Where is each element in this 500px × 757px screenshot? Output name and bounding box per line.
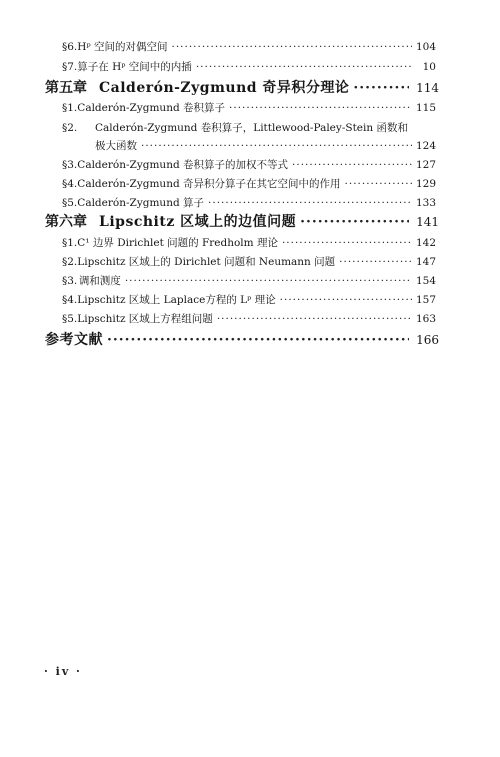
dot-leader xyxy=(217,312,412,326)
dot-leader xyxy=(229,101,412,115)
section-title: Lipschitz 区域上 Laplace方程的 Lᵖ 理论 xyxy=(77,294,276,306)
section-title: 算子在 Hᵖ 空间中的内插 xyxy=(77,61,192,73)
section-number: §5. xyxy=(62,197,78,209)
page-number: 157 xyxy=(416,294,437,306)
dot-leader xyxy=(171,40,412,54)
page-number: 104 xyxy=(416,41,437,53)
section-title: 调和测度 xyxy=(78,275,121,287)
dot-leader xyxy=(353,79,409,97)
toc-entry-ch6-s2[interactable] xyxy=(62,255,436,269)
chapter-title: Lipschitz 区域上的边值问题 xyxy=(99,214,297,230)
section-number: §5. xyxy=(62,313,78,325)
dot-leader xyxy=(292,158,412,172)
dot-leader xyxy=(345,177,412,191)
references-title: 参考文献 xyxy=(45,332,103,348)
dot-leader xyxy=(141,139,412,153)
dot-leader xyxy=(339,255,412,269)
dot-leader xyxy=(196,60,412,74)
page-number: 114 xyxy=(416,81,439,95)
dot-leader xyxy=(300,213,409,231)
toc-entry-ch5-s2-cont[interactable] xyxy=(95,139,436,153)
dot-leader xyxy=(208,196,412,210)
dot-leader xyxy=(280,293,412,307)
dot-leader xyxy=(125,274,412,288)
section-title: Hᵖ 空间的对偶空间 xyxy=(77,41,168,53)
section-title: Calderón-Zygmund 卷积算子的加权不等式 xyxy=(77,159,289,171)
dot-leader xyxy=(282,236,412,250)
section-number: §6. xyxy=(62,41,78,53)
section-title: Calderón-Zygmund 卷积算子，Littlewood-Paley-Stein 函数和 xyxy=(95,122,408,134)
toc-entry-ch5-s1[interactable] xyxy=(62,101,436,115)
section-number: §4. xyxy=(62,294,78,306)
toc-entry-ch5-s3[interactable] xyxy=(62,158,436,172)
page-marker: · iv · xyxy=(44,665,82,678)
toc-chapter-5[interactable] xyxy=(45,79,439,97)
section-number: §3. xyxy=(62,275,78,287)
section-number: §2. xyxy=(62,256,78,268)
section-number: §7. xyxy=(62,61,78,73)
toc-entry-ch5-s2[interactable] xyxy=(62,121,436,135)
page-number: 10 xyxy=(422,61,436,73)
page-number: 141 xyxy=(416,215,439,229)
section-title: Lipschitz 区域上的 Dirichlet 问题和 Neumann 问题 xyxy=(77,256,336,268)
toc-entry-ch5-s4[interactable] xyxy=(62,177,436,191)
page-number: 163 xyxy=(416,313,437,325)
page-number: 166 xyxy=(416,333,439,347)
page-number: 147 xyxy=(416,256,437,268)
section-number: §1. xyxy=(62,102,78,114)
toc-entry-ch6-s1[interactable] xyxy=(62,236,436,250)
section-title: C¹ 边界 Dirichlet 问题的 Fredholm 理论 xyxy=(77,237,278,249)
section-title: Calderón-Zygmund 算子 xyxy=(77,197,205,209)
section-title: Lipschitz 区域上方程组问题 xyxy=(77,313,213,325)
page-number: 142 xyxy=(416,237,437,249)
chapter-label: 第六章 xyxy=(45,214,87,230)
section-number: §2. xyxy=(62,122,78,134)
page-number: 154 xyxy=(416,275,437,287)
page-number: 129 xyxy=(416,178,437,190)
toc-entry-ch6-s5[interactable] xyxy=(62,312,436,326)
toc-entry-ch6-s4[interactable] xyxy=(62,293,436,307)
chapter-label: 第五章 xyxy=(45,80,87,96)
chapter-title: Calderón-Zygmund 奇异积分理论 xyxy=(99,80,350,96)
toc-entry-ch4-s7[interactable] xyxy=(62,60,436,74)
page-number: 133 xyxy=(416,197,437,209)
section-number: §4. xyxy=(62,178,78,190)
toc-entry-ch4-s6[interactable] xyxy=(62,40,436,54)
toc-chapter-6[interactable] xyxy=(45,213,439,231)
toc-references[interactable] xyxy=(45,331,439,349)
section-title-continued: 极大函数 xyxy=(95,140,137,152)
section-title: Calderón-Zygmund 奇异积分算子在其它空间中的作用 xyxy=(77,178,341,190)
section-title: Calderón-Zygmund 卷积算子 xyxy=(77,102,226,114)
section-number: §1. xyxy=(62,237,78,249)
toc-entry-ch5-s5[interactable] xyxy=(62,196,436,210)
page-number: 115 xyxy=(416,102,437,114)
dot-leader xyxy=(107,331,409,349)
section-number: §3. xyxy=(62,159,78,171)
page-number: 124 xyxy=(416,140,437,152)
toc-entry-ch6-s3[interactable] xyxy=(62,274,436,288)
page-number: 127 xyxy=(416,159,437,171)
